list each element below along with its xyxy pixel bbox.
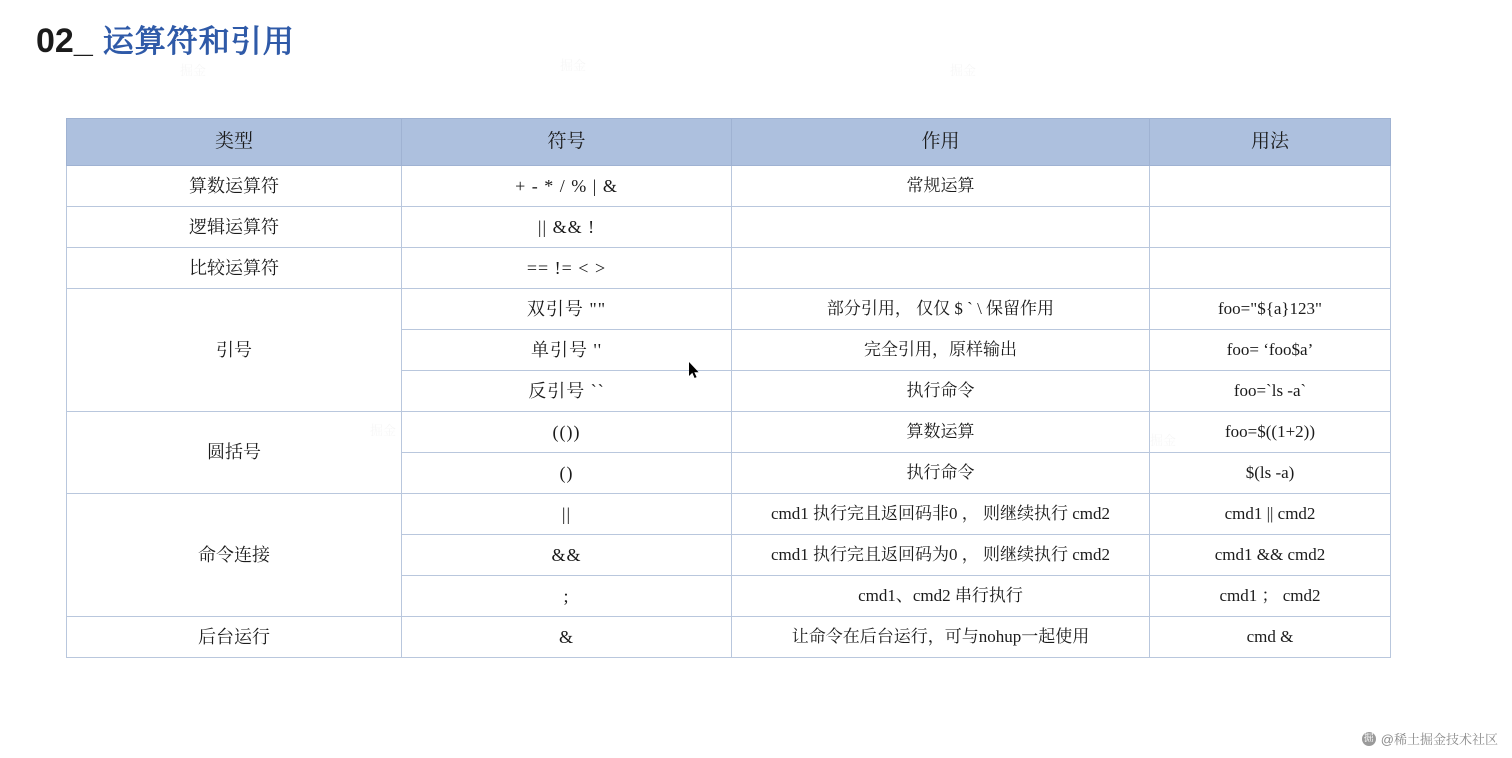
faint-watermark: [950, 60, 976, 79]
cell-type: 算数运算符: [67, 166, 402, 207]
column-header-usage: 用法: [1150, 119, 1391, 166]
cell-type: 后台运行: [67, 617, 402, 658]
table-head: [67, 119, 1391, 166]
cell-type: 比较运算符: [67, 248, 402, 289]
cell-symbol: (()): [402, 412, 732, 453]
cell-symbol: &&: [402, 535, 732, 576]
column-header-symbol: 符号: [402, 119, 732, 166]
cell-type: 圆括号: [67, 412, 402, 494]
cell-usage: $(ls -a): [1150, 453, 1391, 494]
table-row: [67, 617, 1391, 658]
page-title-text: 运算符和引用: [102, 24, 295, 59]
cell-usage: [1150, 248, 1391, 289]
cell-effect: 部分引用， 仅仅 $ ` \ 保留作用: [732, 289, 1150, 330]
column-header-effect: 作用: [732, 119, 1150, 166]
site-watermark: [1362, 729, 1498, 748]
cell-symbol: 反引号 ``: [402, 371, 732, 412]
cell-effect: 让命令在后台运行，可与nohup一起使用: [732, 617, 1150, 658]
cell-effect: 执行命令: [732, 453, 1150, 494]
column-header-type: 类型: [67, 119, 402, 166]
cell-effect: [732, 207, 1150, 248]
table-row: [67, 494, 1391, 535]
cell-symbol: == != < >: [402, 248, 732, 289]
cell-effect: cmd1、cmd2 串行执行: [732, 576, 1150, 617]
cell-effect: 完全引用，原样输出: [732, 330, 1150, 371]
cell-effect: cmd1 执行完且返回码为0 ， 则继续执行 cmd2: [732, 535, 1150, 576]
table-body: [67, 166, 1391, 658]
cell-usage: cmd1 ； cmd2: [1150, 576, 1391, 617]
cell-effect: [732, 248, 1150, 289]
cell-usage: foo= ‘foo$a’: [1150, 330, 1391, 371]
cell-symbol: &: [402, 617, 732, 658]
cell-effect: 执行命令: [732, 371, 1150, 412]
table-header-row: [67, 119, 1391, 166]
faint-watermark: [180, 60, 206, 79]
cell-symbol: ||: [402, 494, 732, 535]
cell-effect: cmd1 执行完且返回码非0 ， 则继续执行 cmd2: [732, 494, 1150, 535]
cell-symbol: 双引号 "": [402, 289, 732, 330]
cell-usage: cmd1 || cmd2: [1150, 494, 1391, 535]
cell-usage: [1150, 166, 1391, 207]
cell-usage: foo="${a}123": [1150, 289, 1391, 330]
operators-table: [66, 118, 1391, 658]
cell-usage: cmd &: [1150, 617, 1391, 658]
cell-usage: foo=$((1+2)): [1150, 412, 1391, 453]
faint-watermark: [560, 55, 586, 74]
cell-symbol: + - * / % | &: [402, 166, 732, 207]
watermark-badge-icon: 掘: [1363, 732, 1374, 744]
cell-usage: cmd1 && cmd2: [1150, 535, 1391, 576]
cell-effect: 常规运算: [732, 166, 1150, 207]
cell-symbol: || && !: [402, 207, 732, 248]
table-row: [67, 166, 1391, 207]
cell-type: 命令连接: [67, 494, 402, 617]
page-title: [36, 16, 295, 61]
cell-type: 引号: [67, 289, 402, 412]
page-title-number: 02_: [36, 22, 93, 60]
cell-usage: [1150, 207, 1391, 248]
cell-type: 逻辑运算符: [67, 207, 402, 248]
cell-usage: foo=`ls -a`: [1150, 371, 1391, 412]
cell-symbol: (): [402, 453, 732, 494]
cell-symbol: ;: [402, 576, 732, 617]
table-row: [67, 207, 1391, 248]
table-row: [67, 412, 1391, 453]
table-row: [67, 289, 1391, 330]
cell-symbol: 单引号 '': [402, 330, 732, 371]
watermark-label: @稀土掘金技术社区: [1380, 732, 1498, 747]
operators-table-wrapper: [66, 118, 1390, 658]
cell-effect: 算数运算: [732, 412, 1150, 453]
table-row: [67, 248, 1391, 289]
